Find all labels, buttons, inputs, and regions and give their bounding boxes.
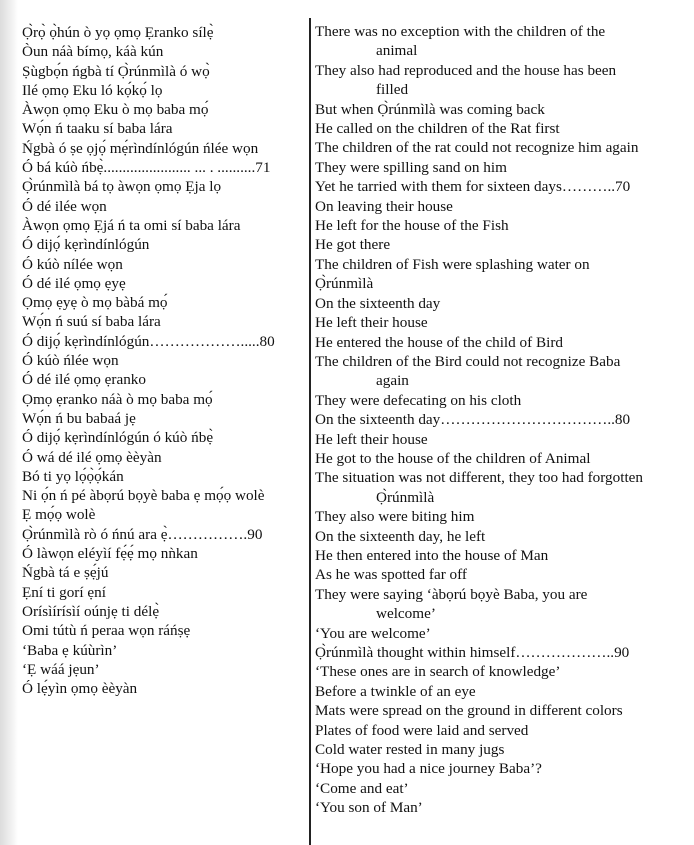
yoruba-verse-line: Wọ́n ń bu babaá jẹ (22, 409, 136, 427)
translation-verse-text: He called on the children of the Rat first (315, 120, 560, 138)
yoruba-verse-line: Ẹ mọ́ọ wolè (22, 506, 96, 524)
translation-verse-text: He then entered into the house of Man (315, 546, 549, 564)
translation-verse-text: Plates of food were laid and served (315, 721, 529, 739)
translation-verse-text: ‘You son of Man’ (315, 799, 423, 817)
translation-verse-text: But when Ọ̀rúnmìlà was coming back (315, 100, 545, 118)
translation-verse-text: ‘You are welcome’ (315, 624, 431, 642)
translation-verse-text: As he was spotted far off (315, 566, 467, 584)
translation-verse-text: Yet he tarried with them for sixteen days………..70 (315, 178, 631, 196)
translation-verse-line (315, 430, 684, 449)
translation-verse-line (315, 61, 684, 100)
translation-verse-line (315, 410, 684, 429)
translation-verse-line (315, 138, 684, 157)
translation-verse-continuation: animal (376, 42, 418, 60)
translation-verse-line (315, 798, 684, 817)
translation-verse-line (315, 585, 684, 624)
translation-verse-text: He got to the house of the children of Animal (315, 449, 591, 467)
yoruba-verse-line: Ó lẹ́yìn ọmọ èèyàn (22, 680, 138, 698)
translation-verse-text: ‘These ones are in search of knowledge’ (315, 663, 561, 681)
yoruba-verse-line: Ọ̀rúnmìlà rò ó ńnú ara ẹ̀…………….90 (22, 525, 263, 543)
yoruba-verse-line: Wọ́n ń suú sí baba lára (22, 313, 161, 331)
yoruba-verse-line: Àwọn ọmọ Ẹjá ń ta omi sí baba lára (22, 216, 241, 234)
translation-verse-continuation: Ọ̀rúnmìlà (315, 275, 374, 293)
translation-verse-line (315, 721, 684, 740)
translation-verse-text: Mats were spread on the ground in different colors (315, 702, 623, 720)
translation-verse-line (315, 527, 684, 546)
translation-verse-text: They were saying ‘àbọrú bọyè Baba, you are (315, 585, 588, 603)
translation-verse-line (315, 507, 684, 526)
translation-verse-continuation: again (376, 372, 409, 390)
yoruba-verse-line: Ọ̀rọ̀ ọ̀hún ò yọ ọmọ Ẹranko sílẹ̀ (22, 24, 214, 41)
yoruba-verse-line: Ọmọ ẹyẹ ò mọ bàbá mọ́ (22, 294, 168, 312)
yoruba-verse-line: Orísìírísìí oúnjẹ ti délẹ̀ (22, 602, 160, 620)
yoruba-verse-line: Ó dijọ́ kẹrìndínlógún ó kúò ńbẹ̀ (22, 429, 214, 447)
yoruba-verse-line: ‘Ẹ wáá jẹun’ (22, 660, 100, 678)
translation-verse-text: On the sixteenth day (315, 294, 441, 312)
yoruba-verse-line: Ó bá kúò ńbẹ̀....................... ... . ..........71 (22, 159, 271, 177)
yoruba-verse-line: Ó dijọ́ kẹrìndínlógún……………….....80 (22, 332, 275, 350)
translation-verse-text: He entered the house of the child of Bird (315, 333, 563, 351)
yoruba-verse-line: Ó kúò ńlée wọn (22, 352, 119, 370)
translation-verse-line (315, 216, 684, 235)
yoruba-verse-line: Bó ti yọ lọ́ọ̀ọ́kán (22, 467, 124, 485)
translation-verse-text: Before a twinkle of an eye (315, 682, 476, 700)
yoruba-verse-line: Àwọn ọmọ Eku ò mọ baba mọ́ (22, 101, 209, 119)
yoruba-verse-line: Ni ọ́n ń pé àbọrú bọyè baba ẹ mọ́ọ wolè (22, 487, 265, 505)
yoruba-verse-line: Ó dé ilé ọmọ ẹranko (22, 371, 146, 389)
column-divider (309, 18, 311, 845)
translation-verse-continuation: welcome’ (376, 605, 436, 623)
translation-verse-line (315, 546, 684, 565)
translation-verse-line (315, 449, 684, 468)
yoruba-verse-line: Ó làwọn eléyìí fẹ́ẹ́ mọ nǹkan (22, 545, 198, 563)
translation-verse-text: The children of the Bird could not recognize Baba (315, 352, 621, 370)
translation-verse-line (315, 313, 684, 332)
translation-verse-text: They also had reproduced and the house has been (315, 61, 617, 79)
translation-verse-line (315, 294, 684, 313)
translation-verse-line (315, 197, 684, 216)
yoruba-verse-line: Omi tútù ń peraa wọn ráńṣẹ (22, 622, 191, 640)
translation-verse-line (315, 740, 684, 759)
translation-verse-text: On leaving their house (315, 197, 453, 215)
translation-verse-line (315, 468, 684, 507)
translation-verse-text: They were defecating on his cloth (315, 391, 522, 409)
yoruba-text-column (22, 23, 307, 698)
translation-verse-text: He got there (315, 236, 391, 254)
yoruba-verse-line: Ó dé ilée wọn (22, 197, 107, 215)
translation-verse-text: There was no exception with the children of the (315, 23, 606, 40)
yoruba-verse-line: Ńgbà tá e ṣẹ́jú (22, 564, 109, 582)
translation-verse-line (315, 235, 684, 254)
translation-verse-line (315, 158, 684, 177)
translation-verse-text: He left their house (315, 314, 428, 332)
translation-verse-text: He left for the house of the Fish (315, 217, 509, 235)
translation-verse-text: He left their house (315, 430, 428, 448)
translation-verse-line (315, 759, 684, 778)
translation-verse-text: On the sixteenth day……………………………..80 (315, 411, 631, 429)
yoruba-verse-line: Ó dé ilé ọmọ ẹyẹ (22, 274, 126, 292)
translation-verse-text: The children of the rat could not recognize him again (315, 139, 639, 157)
translation-verse-text: Ọ̀rúnmìlà thought within himself………………..90 (315, 644, 630, 661)
english-translation-column (315, 22, 684, 818)
translation-verse-text: ‘Come and eat’ (315, 779, 409, 797)
translation-verse-text: They were spilling sand on him (315, 158, 507, 176)
translation-verse-continuation: Ọ̀rúnmìlà (376, 488, 435, 506)
yoruba-verse-line: Òun náà bímọ, káà kún (22, 43, 164, 61)
translation-verse-line (315, 779, 684, 798)
translation-verse-text: On the sixteenth day, he left (315, 527, 486, 545)
yoruba-verse-line: Ọmọ ẹranko náà ò mọ baba mọ́ (22, 390, 213, 408)
page-edge-shadow (0, 0, 18, 845)
yoruba-verse-line: Wọ́n ń taaku sí baba lára (22, 120, 173, 138)
yoruba-verse-line: Ọ̀rúnmìlà bá tọ àwọn ọmọ Ẹja lọ (22, 178, 222, 196)
translation-verse-line (315, 333, 684, 352)
translation-verse-text: ‘Hope you had a nice journey Baba’? (315, 760, 542, 778)
translation-verse-line (315, 701, 684, 720)
translation-verse-line (315, 100, 684, 119)
translation-verse-line (315, 22, 684, 61)
translation-verse-line (315, 177, 684, 196)
yoruba-verse-line: Ńgbà ó ṣe ọjọ́ mẹ́rìndínlógún ńlée wọn (22, 139, 259, 157)
translation-verse-text: The situation was not different, they too had forgotten (315, 469, 644, 487)
translation-verse-line (315, 643, 684, 662)
yoruba-verse-line: ‘Baba ẹ kúùrìn’ (22, 641, 118, 659)
translation-verse-text: Cold water rested in many jugs (315, 741, 505, 759)
translation-verse-line (315, 624, 684, 643)
yoruba-verse-line: Ṣùgbọ́n ńgbà tí Ọ̀rúnmìlà ó wọ̀ (22, 62, 210, 80)
yoruba-verse-line: Ó kúò nílée wọn (22, 255, 123, 273)
yoruba-verse-line: Ó wá dé ilé ọmọ èèyàn (22, 448, 162, 466)
translation-verse-line (315, 662, 684, 681)
translation-verse-text: The children of Fish were splashing water on (315, 255, 590, 273)
yoruba-verse-line: Ẹní ti gorí ẹní (22, 583, 106, 601)
translation-verse-line (315, 119, 684, 138)
translation-verse-line (315, 565, 684, 584)
yoruba-verse-line: Ilé ọmọ Eku ló kọ́kọ́ lọ (22, 81, 163, 99)
translation-verse-line (315, 255, 684, 294)
translation-verse-line (315, 391, 684, 410)
yoruba-verse-line: Ó dijọ́ kẹrìndínlógún (22, 236, 150, 254)
translation-verse-line (315, 682, 684, 701)
translation-verse-line (315, 352, 684, 391)
translation-verse-text: They also were biting him (315, 508, 475, 526)
translation-verse-continuation: filled (376, 81, 409, 99)
